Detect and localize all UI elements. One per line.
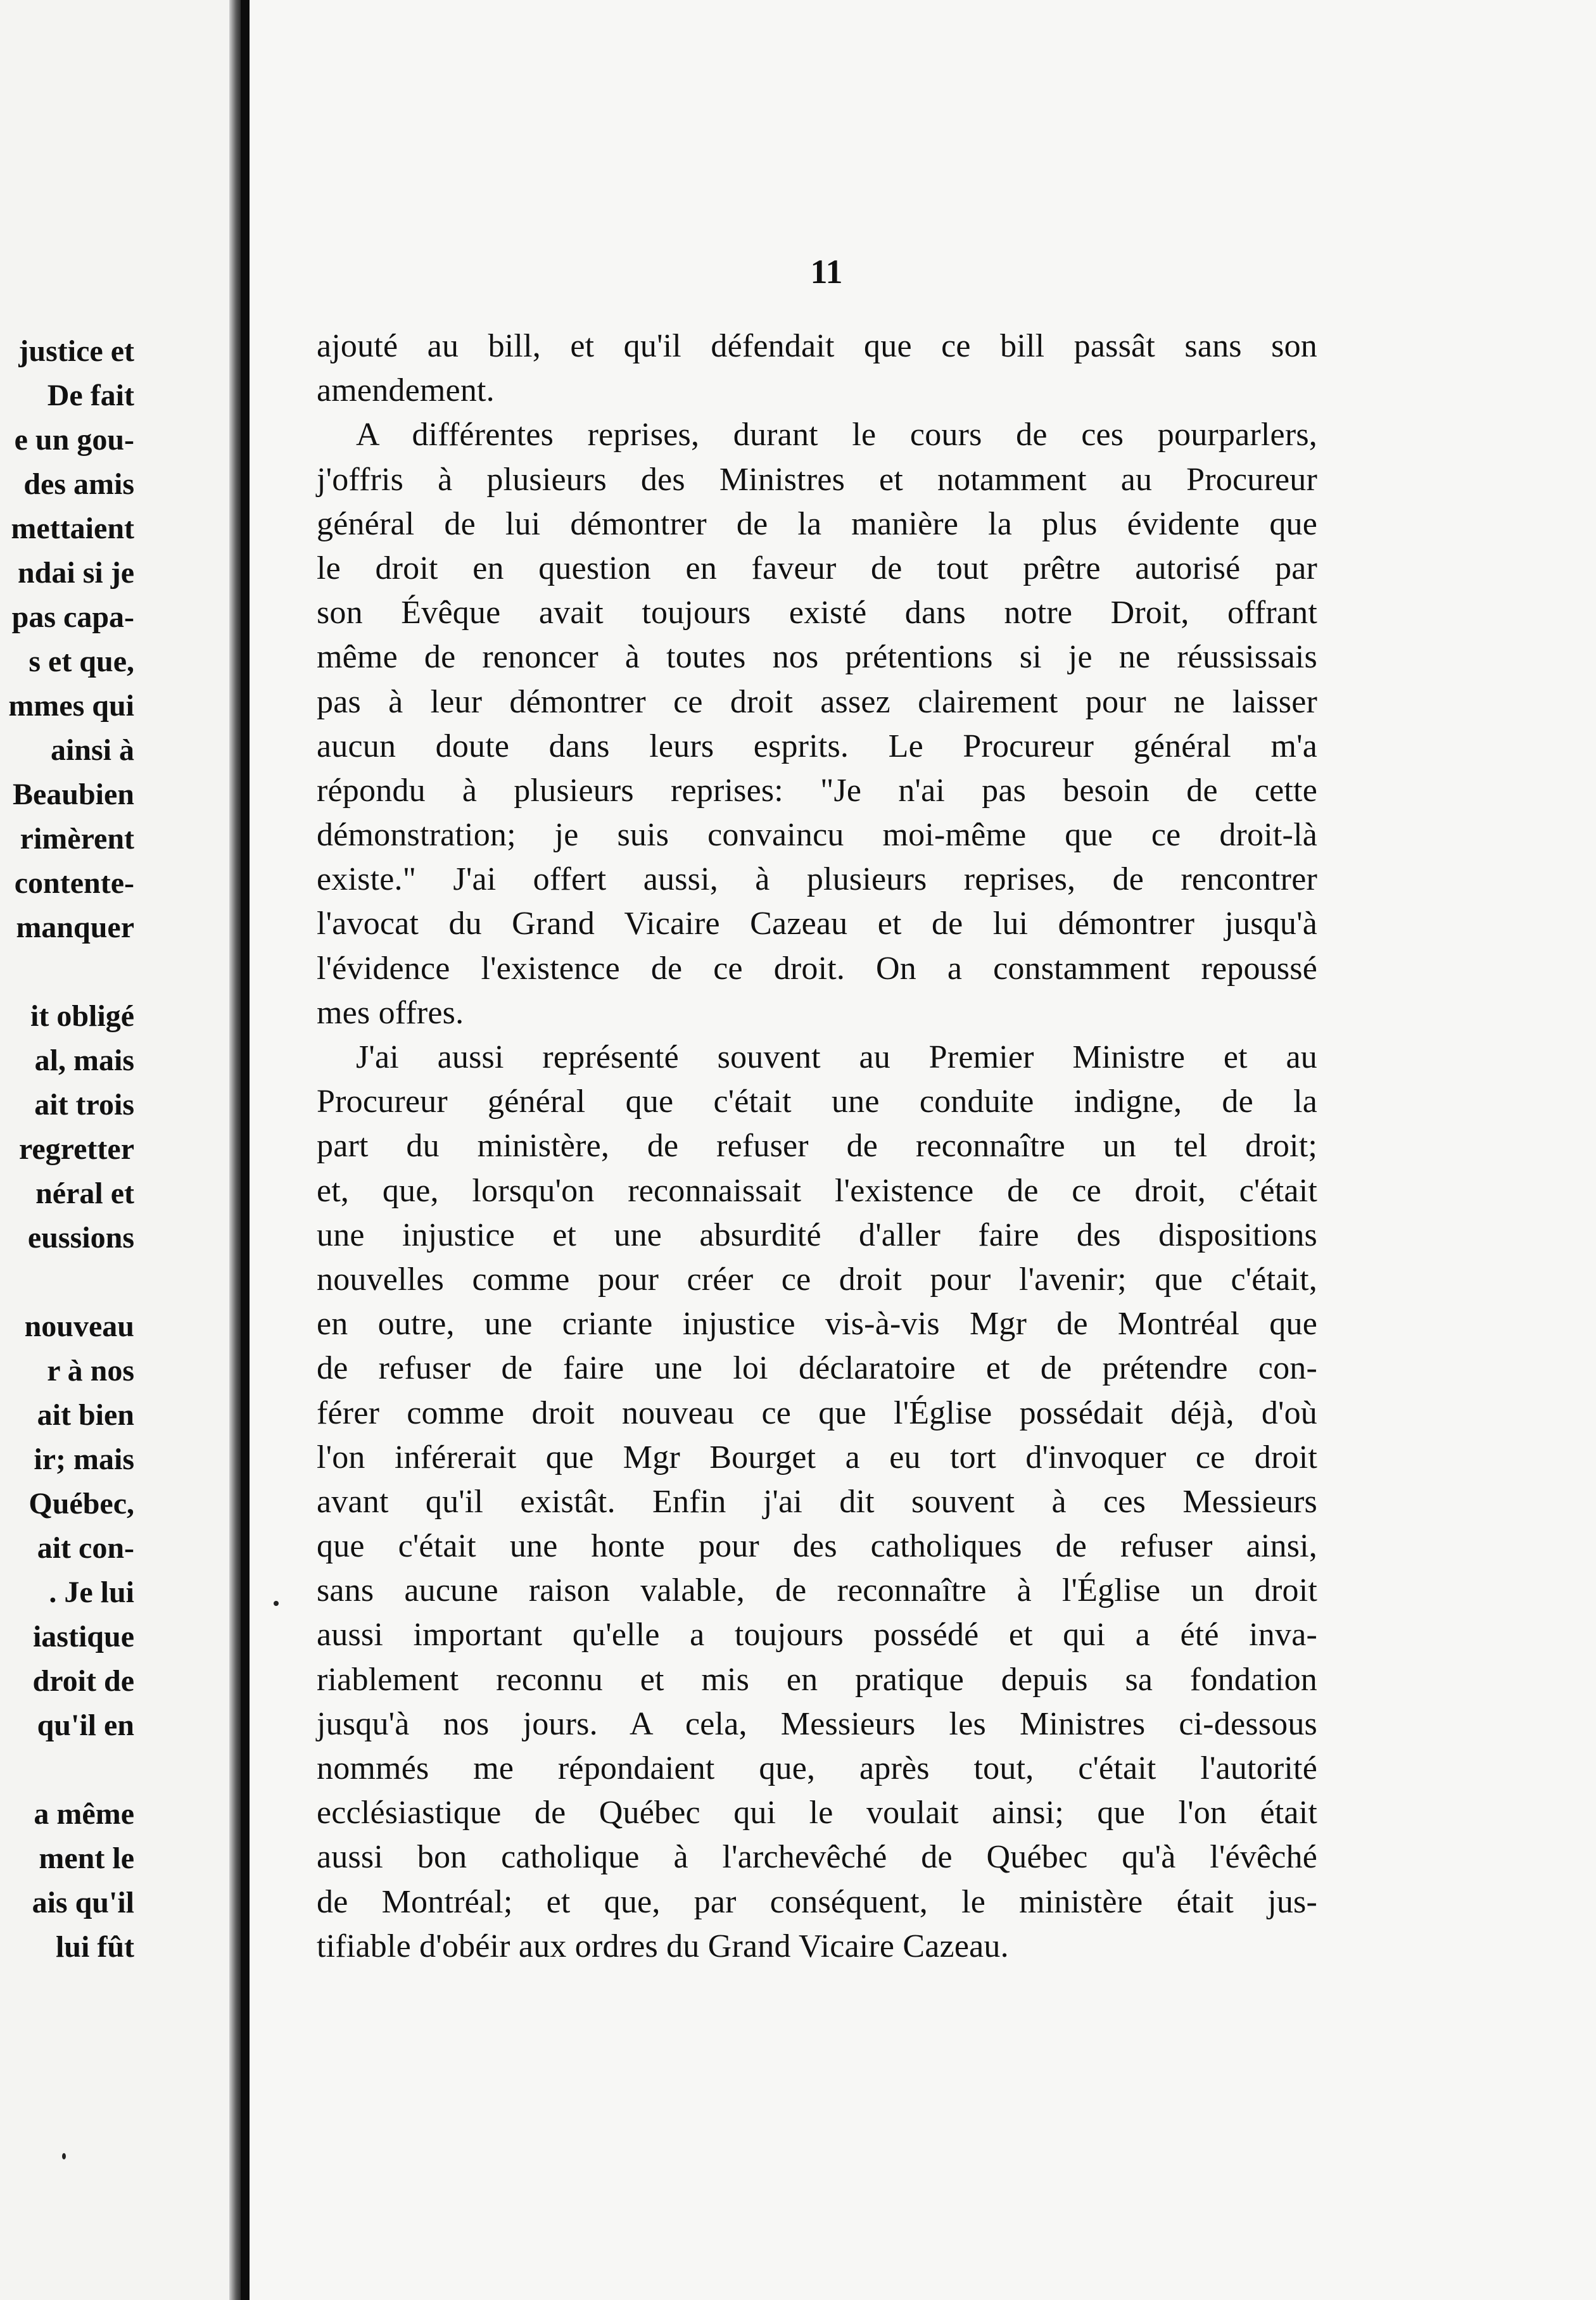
page-body-text — [317, 324, 1317, 1969]
previous-page-line: pas capa- — [11, 600, 134, 634]
previous-page-line: ainsi à — [50, 733, 134, 767]
text-line: l'évidence l'existence de ce droit. On a constamment repoussé — [317, 950, 1317, 987]
previous-page-line: lui fût — [55, 1930, 134, 1964]
text-line: l'on inférerait que Mgr Bourget a eu tort d'invoquer ce droit — [317, 1439, 1317, 1475]
text-line: part du ministère, de refuser de reconnaître un tel droit; — [317, 1128, 1317, 1165]
text-line: sans aucune raison valable, de reconnaître à l'Église un droit — [317, 1572, 1317, 1609]
previous-page-line: néral et — [35, 1177, 134, 1210]
previous-page-text — [0, 329, 134, 1969]
previous-page-line: ait bien — [37, 1398, 134, 1432]
previous-page-line: eussions — [27, 1221, 134, 1254]
text-line: ecclésiastique de Québec qui le voulait ainsi; que l'on était — [317, 1795, 1317, 1831]
speck-mark — [62, 2153, 66, 2159]
text-line: amendement. — [317, 372, 495, 409]
previous-page-line — [0, 950, 134, 994]
previous-page-line: ment le — [39, 1842, 134, 1875]
text-line: même de renoncer à toutes nos prétentions si je ne réussissais — [317, 639, 1317, 676]
text-line: aucun doute dans leurs esprits. Le Procureur général m'a — [317, 728, 1317, 764]
previous-page-line: regretter — [18, 1132, 134, 1166]
previous-page-line — [0, 1748, 134, 1792]
text-line: nouvelles comme pour créer ce droit pour l'avenir; que c'était, — [317, 1261, 1317, 1298]
previous-page-strip — [0, 0, 236, 2300]
text-line: A différentes reprises, durant le cours de ces pourparlers, — [356, 417, 1317, 453]
previous-page-line: rimèrent — [20, 822, 134, 856]
previous-page-line: ir; mais — [34, 1443, 134, 1476]
text-line: j'offris à plusieurs des Ministres et notamment au Procureur — [317, 461, 1317, 498]
previous-page-line: e un gou- — [14, 423, 134, 457]
previous-page-line: Québec, — [28, 1487, 134, 1520]
text-line: l'avocat du Grand Vicaire Cazeau et de lui démontrer jusqu'à — [317, 906, 1317, 942]
previous-page-line: ais qu'il — [32, 1886, 134, 1919]
previous-page-line: contente- — [14, 866, 134, 900]
speck-mark — [274, 1601, 279, 1606]
text-line: répondu à plusieurs reprises: "Je n'ai pas besoin de cette — [317, 772, 1317, 809]
previous-page-line: r à nos — [47, 1354, 134, 1387]
previous-page-line: ait trois — [34, 1088, 134, 1122]
previous-page-line: it obligé — [30, 999, 134, 1033]
text-line: aussi important qu'elle a toujours possédé et qui a été inva- — [317, 1617, 1317, 1653]
text-line: de refuser de faire une loi déclaratoire et de prétendre con- — [317, 1350, 1317, 1387]
text-line: tifiable d'obéir aux ordres du Grand Vicaire Cazeau. — [317, 1928, 1009, 1964]
page-edge-shadow — [241, 0, 250, 2300]
text-line: général de lui démontrer de la manière la plus évidente que — [317, 505, 1317, 542]
text-line: aussi bon catholique à l'archevêché de Québec qu'à l'évêché — [317, 1839, 1317, 1876]
text-line: en outre, une criante injustice vis-à-vis Mgr de Montréal que — [317, 1306, 1317, 1343]
text-line: son Évêque avait toujours existé dans notre Droit, offrant — [317, 595, 1317, 631]
previous-page-line: nouveau — [24, 1310, 134, 1343]
text-line: démonstration; je suis convaincu moi-même que ce droit-là — [317, 817, 1317, 854]
previous-page-line: Beaubien — [12, 778, 134, 811]
previous-page-line: a même — [34, 1797, 134, 1831]
previous-page-line: . Je lui — [49, 1576, 134, 1609]
page-number: 11 — [810, 253, 843, 291]
text-line: férer comme droit nouveau ce que l'Église possédait déjà, d'où — [317, 1394, 1317, 1431]
book-gutter — [229, 0, 242, 2300]
text-line: J'ai aussi représenté souvent au Premier Ministre et au — [356, 1039, 1317, 1075]
previous-page-line: droit de — [32, 1664, 134, 1698]
text-line: de Montréal; et que, par conséquent, le ministère était jus- — [317, 1883, 1317, 1920]
previous-page-line: justice et — [18, 334, 134, 368]
text-line: Procureur général que c'était une conduite indigne, de la — [317, 1084, 1317, 1120]
previous-page-line — [0, 1260, 134, 1305]
previous-page-line: mettaient — [11, 512, 134, 545]
previous-page-line: mmes qui — [8, 689, 134, 723]
previous-page-line: qu'il en — [37, 1709, 134, 1742]
previous-page-line: ait con- — [37, 1531, 134, 1565]
text-line: et, que, lorsqu'on reconnaissait l'existence de ce droit, c'était — [317, 1172, 1317, 1209]
text-line: avant qu'il existât. Enfin j'ai dit souvent à ces Messieurs — [317, 1483, 1317, 1520]
text-line: nommés me répondaient que, après tout, c'était l'autorité — [317, 1750, 1317, 1786]
previous-page-line: s et que, — [28, 645, 134, 678]
previous-page-line: manquer — [16, 911, 134, 944]
previous-page-line: al, mais — [34, 1044, 134, 1077]
text-line: riablement reconnu et mis en pratique depuis sa fondation — [317, 1661, 1317, 1698]
text-line: ajouté au bill, et qu'il défendait que ce bill passât sans son — [317, 328, 1317, 364]
text-line: jusqu'à nos jours. A cela, Messieurs les Ministres ci-dessous — [317, 1705, 1317, 1742]
text-line: mes offres. — [317, 994, 464, 1031]
text-line: que c'était une honte pour des catholiques de refuser ainsi, — [317, 1528, 1317, 1565]
text-line: pas à leur démontrer ce droit assez clairement pour ne laisser — [317, 683, 1317, 720]
previous-page-line: ndai si je — [17, 556, 134, 590]
text-line: une injustice et une absurdité d'aller faire des dispositions — [317, 1216, 1317, 1253]
previous-page-line: iastique — [32, 1620, 134, 1653]
text-line: existe." J'ai offert aussi, à plusieurs reprises, de rencontrer — [317, 861, 1317, 898]
previous-page-line: De fait — [47, 379, 134, 412]
previous-page-line: des amis — [23, 467, 134, 501]
text-line: le droit en question en faveur de tout prêtre autorisé par — [317, 550, 1317, 586]
